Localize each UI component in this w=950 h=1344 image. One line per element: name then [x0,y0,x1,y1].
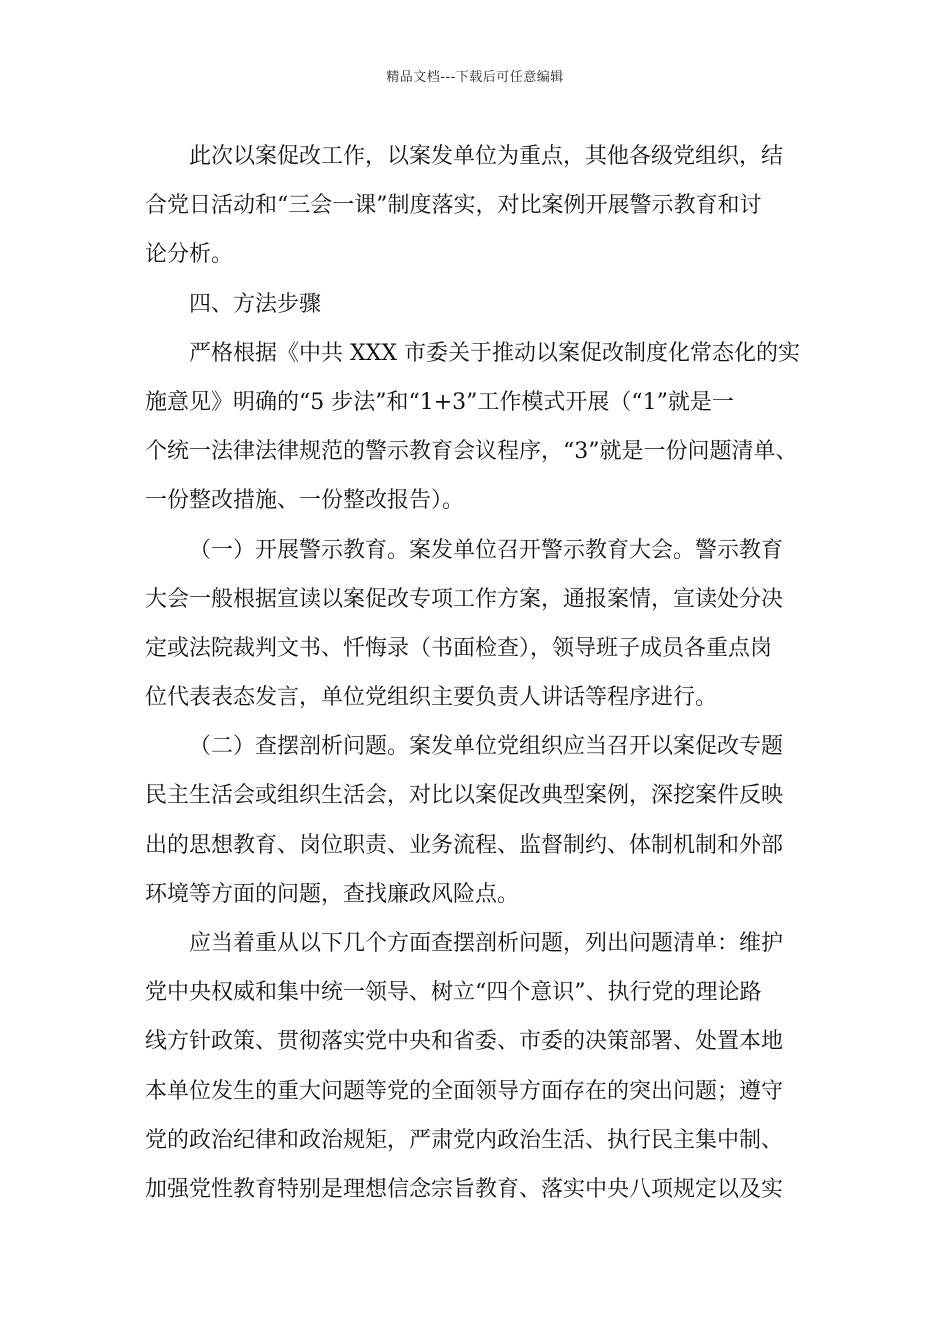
paragraph-4-line-1: （一）开展警示教育。案发单位召开警示教育大会。警示教育 [189,537,784,563]
paragraph-3-line-2: 施意见》明确的“5 步法”和“1+3”工作模式开展（“1”就是一 [145,389,734,415]
paragraph-3-line-1: 严格根据《中共 XXX 市委关于推动以案促改制度化常态化的实 [189,340,800,366]
paragraph-3-line-4: 一份整改措施、一份整改报告）。 [145,488,465,514]
paragraph-6-line-6: 加强党性教育特别是理想信念宗旨教育、落实中央八项规定以及实 [145,1176,784,1202]
paragraph-4-line-2: 大会一般根据宣读以案促改专项工作方案，通报案情，宣读处分决 [145,586,784,612]
paragraph-6-line-5: 党的政治纪律和政治规矩，严肃党内政治生活、执行民主集中制、 [145,1127,784,1153]
paragraph-6-line-3: 线方针政策、贯彻落实党中央和省委、市委的决策部署、处置本地 [145,1029,784,1055]
document-body [145,132,805,1214]
paragraph-1-line-2: 合党日活动和“三会一课”制度落实，对比案例开展警示教育和讨 [145,193,762,219]
page-header: 精品文档---下载后可任意编辑 [386,70,564,85]
paragraph-5-line-1: （二）查摆剖析问题。案发单位党组织应当召开以案促改专题 [189,734,784,760]
paragraph-6-line-1: 应当着重从以下几个方面查摆剖析问题，列出问题清单：维护 [189,931,784,956]
paragraph-4-line-4: 位代表表态发言，单位党组织主要负责人讲话等程序进行。 [145,685,718,711]
paragraph-6-line-4: 本单位发生的重大问题等党的全面领导方面存在的突出问题；遵守 [145,1078,784,1104]
paragraph-5-line-2: 民主生活会或组织生活会，对比以案促改典型案例，深挖案件反映 [145,783,784,809]
paragraph-1-line-3: 论分析。 [145,242,234,268]
paragraph-5-line-4: 环境等方面的问题，查找廉政风险点。 [145,881,520,907]
paragraph-1-line-1: 此次以案促改工作，以案发单位为重点，其他各级党组织，结 [189,144,784,169]
paragraph-5-line-3: 出的思想教育、岗位职责、业务流程、监督制约、体制机制和外部 [145,832,784,858]
section-heading: 四、方法步骤 [189,291,322,317]
paragraph-6-line-2: 党中央权威和集中统一领导、树立“四个意识”、执行党的理论路 [145,980,762,1006]
paragraph-4-line-3: 定或法院裁判文书、忏悔录（书面检查），领导班子成员各重点岗 [145,635,773,661]
paragraph-3-line-3: 个统一法律法律规范的警示教育会议程序，“3”就是一份问题清单、 [145,439,798,465]
